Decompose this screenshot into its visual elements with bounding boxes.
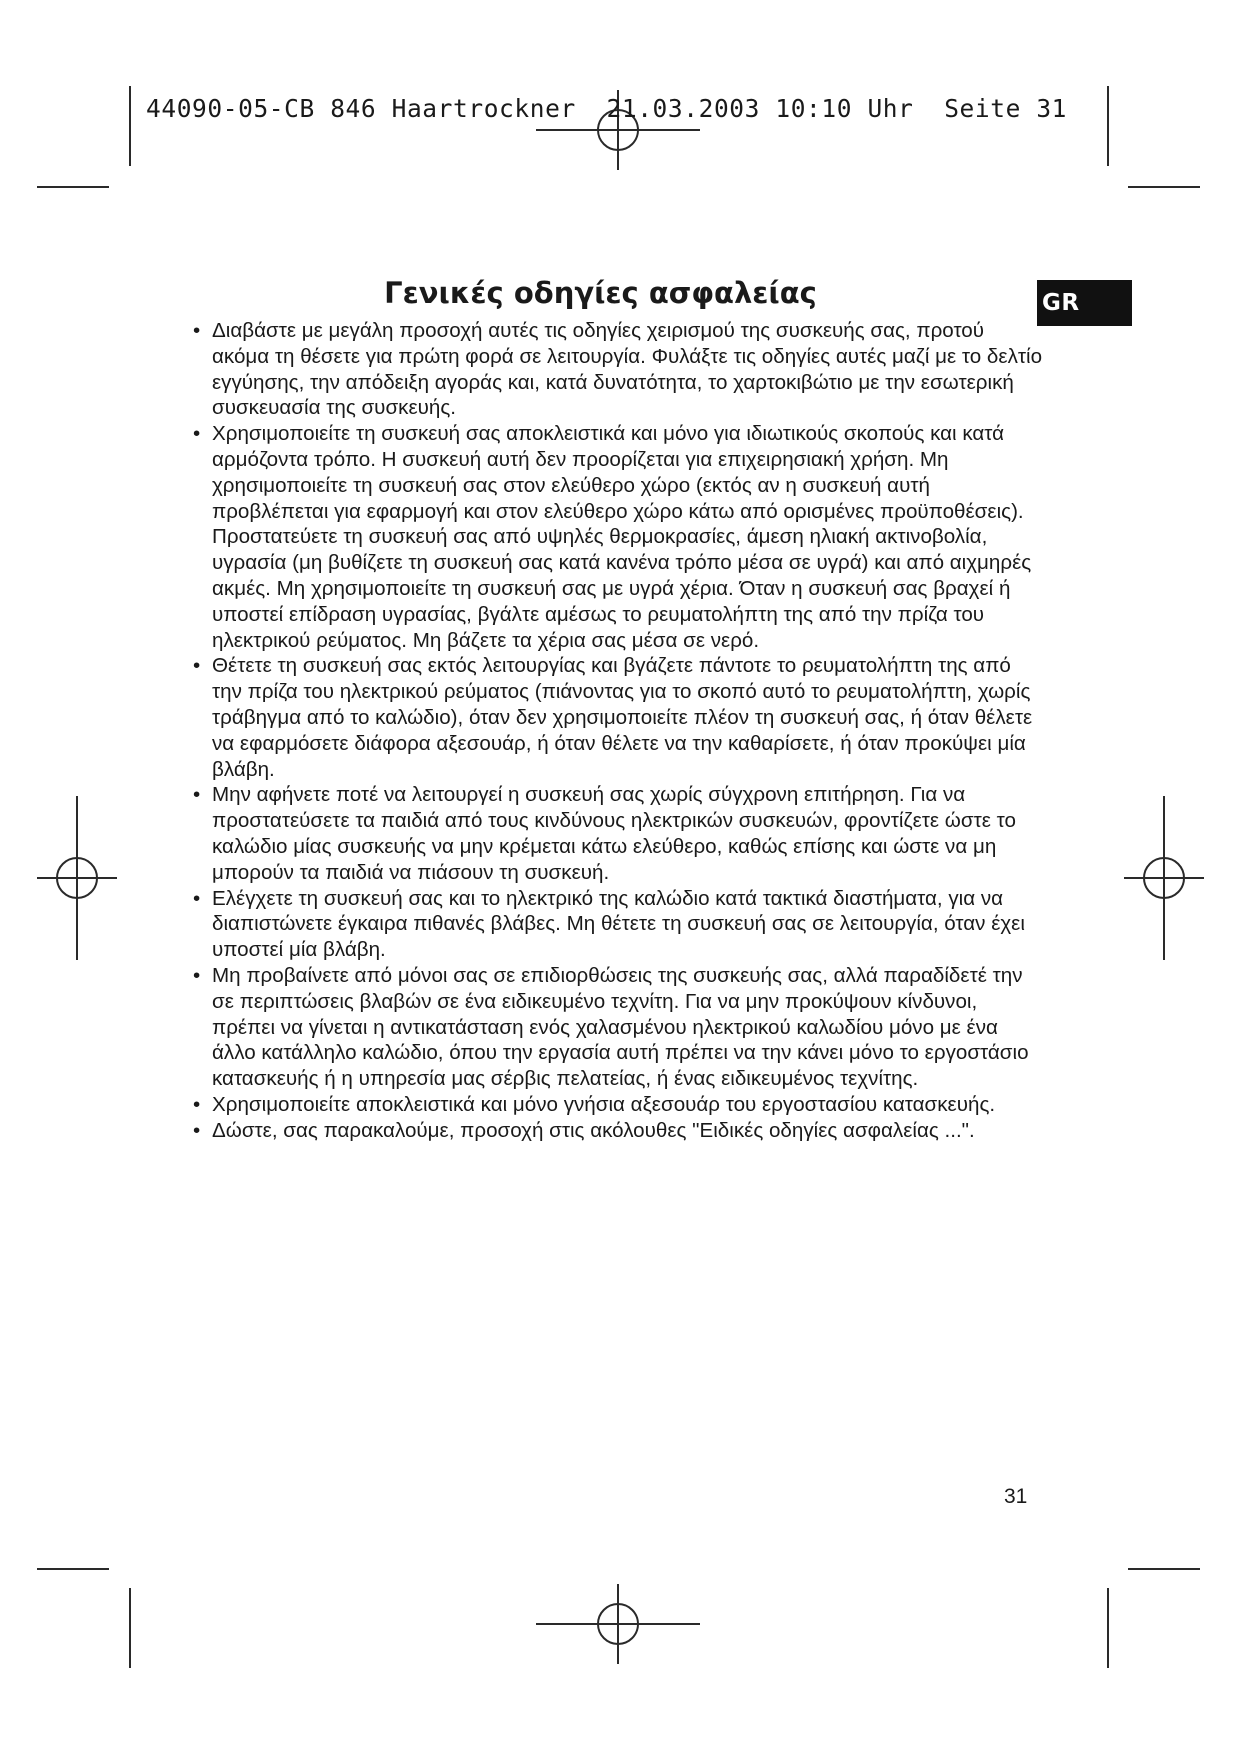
- language-tab: [1037, 280, 1132, 326]
- registration-mark-bottom: [536, 1584, 700, 1664]
- crop-mark-top-right: [1107, 86, 1109, 166]
- list-item: • Δώστε, σας παρακαλούμε, προσοχή στις ακόλουθες "Ειδικές οδηγίες ασφαλείας ...".: [193, 1118, 1043, 1144]
- registration-mark-left: [37, 796, 117, 960]
- list-item: • Μην αφήνετε ποτέ να λειτουργεί η συσκευή σας χωρίς σύγχρονη επιτήρηση. Για να προστατεύσετε τα παιδιά από τους κινδύνους ηλεκτρικών συσκευών, φροντίζετε ώστε το καλώδιο μίας συσκευής να μην κρέμεται κάτω ελεύθερο, καθώς επίσης και ώστε να μη μπορούν τα παιδιά να πιάσουν τη συσκευή.: [193, 782, 1043, 885]
- registration-mark-right: [1124, 796, 1204, 960]
- language-tab-label: GR: [1042, 290, 1080, 316]
- crop-mark-bottom-left-horizontal: [37, 1568, 109, 1570]
- safety-instructions-list: [193, 318, 1043, 1144]
- list-item: • Θέτετε τη συσκευή σας εκτός λειτουργίας και βγάζετε πάντοτε το ρευματολήπτη της από την πρίζα του ηλεκτρικού ρεύματος (πιάνοντας για το σκοπό αυτό το ρευματολήπτη, χωρίς τράβηγμα από το καλώδιο), όταν δεν χρησιμοποιείτε πλέον τη συσκευή σας, ή όταν θέλετε να εφαρμόσετε διάφορα αξεσουάρ, ή όταν θέλετε να την καθαρίσετε, ή όταν προκύψει μία βλάβη.: [193, 653, 1043, 782]
- print-header: 44090-05-CB 846 Haartrockner 21.03.2003 10:10 Uhr Seite 31: [146, 94, 1068, 123]
- page-title-text: Γενικές οδηγίες ασφαλείας: [384, 276, 817, 310]
- list-item: • Διαβάστε με μεγάλη προσοχή αυτές τις οδηγίες χειρισμού της συσκευής σας, προτού ακόμα τη θέσετε για πρώτη φορά σε λειτουργία. Φυλάξτε τις οδηγίες αυτές μαζί με το δελτίο εγγύησης, την απόδειξη αγοράς και, κατά δυνατότητα, το χαρτοκιβώτιο με την εσωτερική συσκευασία της συσκευής.: [193, 318, 1043, 421]
- crop-mark-bottom-left: [129, 1588, 131, 1668]
- crop-mark-top-right-horizontal: [1128, 186, 1200, 188]
- list-item: • Μη προβαίνετε από μόνοι σας σε επιδιορθώσεις της συσκευής σας, αλλά παραδίδετέ την σε περιπτώσεις βλαβών σε ένα ειδικευμένο τεχνίτη. Για να μην προκύψουν κίνδυνοι, πρέπει να γίνεται η αντικατάσταση ενός χαλασμένου ηλεκτρικού καλωδίου μόνο με ένα άλλο κατάλληλο καλώδιο, όπου την εργασία αυτή πρέπει να την κάνει μόνο το εργοστάσιο κατασκευής ή η υπηρεσία μας σέρβις πελατείας, ή ένας ειδικευμένος τεχνίτης.: [193, 963, 1043, 1092]
- crop-mark-bottom-right: [1107, 1588, 1109, 1668]
- crop-mark-bottom-right-horizontal: [1128, 1568, 1200, 1570]
- list-item: • Χρησιμοποιείτε αποκλειστικά και μόνο γνήσια αξεσουάρ του εργοστασίου κατασκευής.: [193, 1092, 1043, 1118]
- list-item: • Ελέγχετε τη συσκευή σας και το ηλεκτρικό της καλώδιο κατά τακτικά διαστήματα, για να διαπιστώνετε έγκαιρα πιθανές βλάβες. Μη θέτετε τη συσκευή σας σε λειτουργία, όταν έχει υποστεί μία βλάβη.: [193, 886, 1043, 963]
- page-number: 31: [1004, 1485, 1028, 1508]
- list-item: • Χρησιμοποιείτε τη συσκευή σας αποκλειστικά και μόνο για ιδιωτικούς σκοπούς και κατά αρμόζοντα τρόπο. Η συσκευή αυτή δεν προορίζεται για επιχειρησιακή χρήση. Μη χρησιμοποιείτε τη συσκευή σας στον ελεύθερο χώρο (εκτός αν η συσκευή αυτή προβλέπεται για εφαρμογή και στον ελεύθερο χώρο κάτω από ορισμένες προϋποθέσεις). Προστατεύετε τη συσκευή σας από υψηλές θερμοκρασίες, άμεση ηλιακή ακτινοβολία, υγρασία (μη βυθίζετε τη συσκευή σας κατά κανένα τρόπο μέσα σε υγρά) και από αιχμηρές ακμές. Μη χρησιμοποιείτε τη συσκευή σας με υγρά χέρια. Όταν η συσκευή σας βραχεί ή υποστεί επίδραση υγρασίας, βγάλτε αμέσως το ρευματολήπτη της από την πρίζα του ηλεκτρικού ρεύματος. Μη βάζετε τα χέρια σας μέσα σε νερό.: [193, 421, 1043, 653]
- crop-mark-top-left-horizontal: [37, 186, 109, 188]
- crop-mark-top-left: [129, 86, 131, 166]
